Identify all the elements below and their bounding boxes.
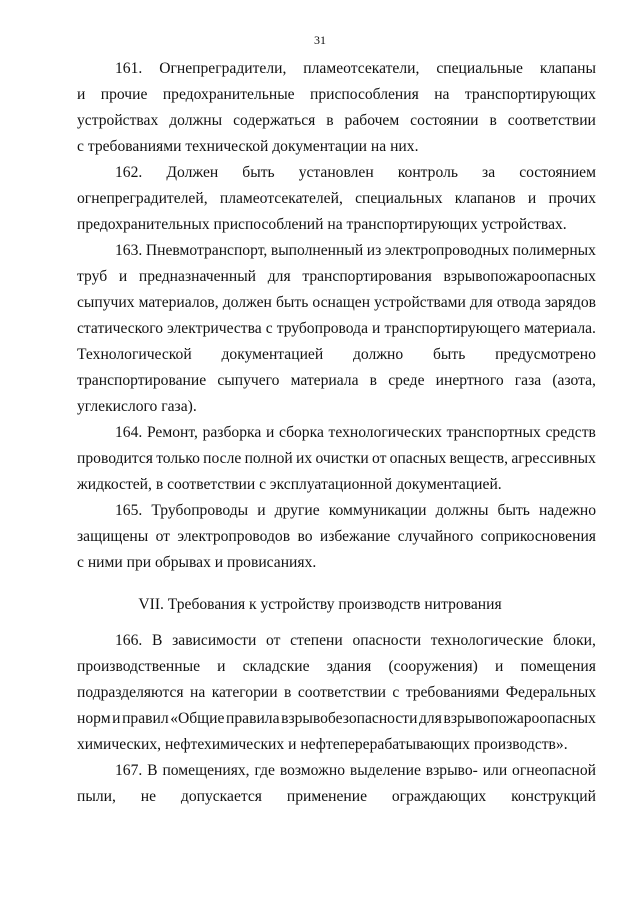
text-line: статического электричества с трубопровода и транспортирующего материала. [77, 320, 596, 337]
text-line: с требованиями технической документации на них. [77, 138, 419, 155]
section-heading: VII. Требования к устройству производств нитрования [138, 596, 502, 613]
text-line: труб и предназначенный для транспортирования взрывопожароопасных [77, 268, 596, 285]
text-line: с ними при обрывах и провисаниях. [77, 554, 317, 571]
text-line: 166. В зависимости от степени опасности технологические блоки, [115, 632, 596, 649]
text-line: производственные и складские здания (сооружения) и помещения [77, 658, 596, 675]
text-line: предохранительных приспособлений на транспортирующих устройствах. [77, 216, 567, 233]
text-line: огнепреградителей, пламеотсекателей, специальных клапанов и прочих [77, 190, 596, 207]
text-line: 164. Ремонт, разборка и сборка технологических транспортных средств [115, 424, 596, 441]
text-line: пыли, не допускается применение ограждающих конструкций [77, 788, 596, 805]
text-line: 162. Должен быть установлен контроль за состоянием [115, 164, 596, 181]
text-line: норм и правил «Общие правила взрывобезопасности для взрывопожароопасных [77, 710, 596, 727]
text-line: 163. Пневмотранспорт, выполненный из электропроводных полимерных [115, 242, 596, 259]
text-line: проводится только после полной их очистки от опасных веществ, агрессивных [77, 450, 596, 467]
text-line: 161. Огнепреградители, пламеотсекатели, специальные клапаны [115, 60, 596, 77]
text-line: химических, нефтехимических и нефтеперерабатывающих производств». [77, 736, 568, 753]
text-line: жидкостей, в соответствии с эксплуатационной документацией. [77, 476, 502, 493]
page-number: 31 [314, 33, 326, 47]
text-line: сыпучих материалов, должен быть оснащен устройствами для отвода зарядов [77, 294, 596, 311]
text-line: и прочие предохранительные приспособления на транспортирующих [77, 86, 596, 103]
text-line: 165. Трубопроводы и другие коммуникации должны быть надежно [115, 502, 596, 519]
text-line: углекислого газа). [77, 398, 197, 415]
text-line: подразделяются на категории в соответствии с требованиями Федеральных [77, 684, 596, 701]
text-line: устройствах должны содержаться в рабочем состоянии в соответствии [77, 112, 596, 129]
text-line: транспортирование сыпучего материала в среде инертного газа (азота, [77, 372, 596, 389]
text-line: 167. В помещениях, где возможно выделение взрыво- или огнеопасной [115, 762, 596, 779]
text-line: Технологической документацией должно быть предусмотрено [77, 346, 596, 363]
text-line: защищены от электропроводов во избежание случайного соприкосновения [77, 528, 596, 545]
